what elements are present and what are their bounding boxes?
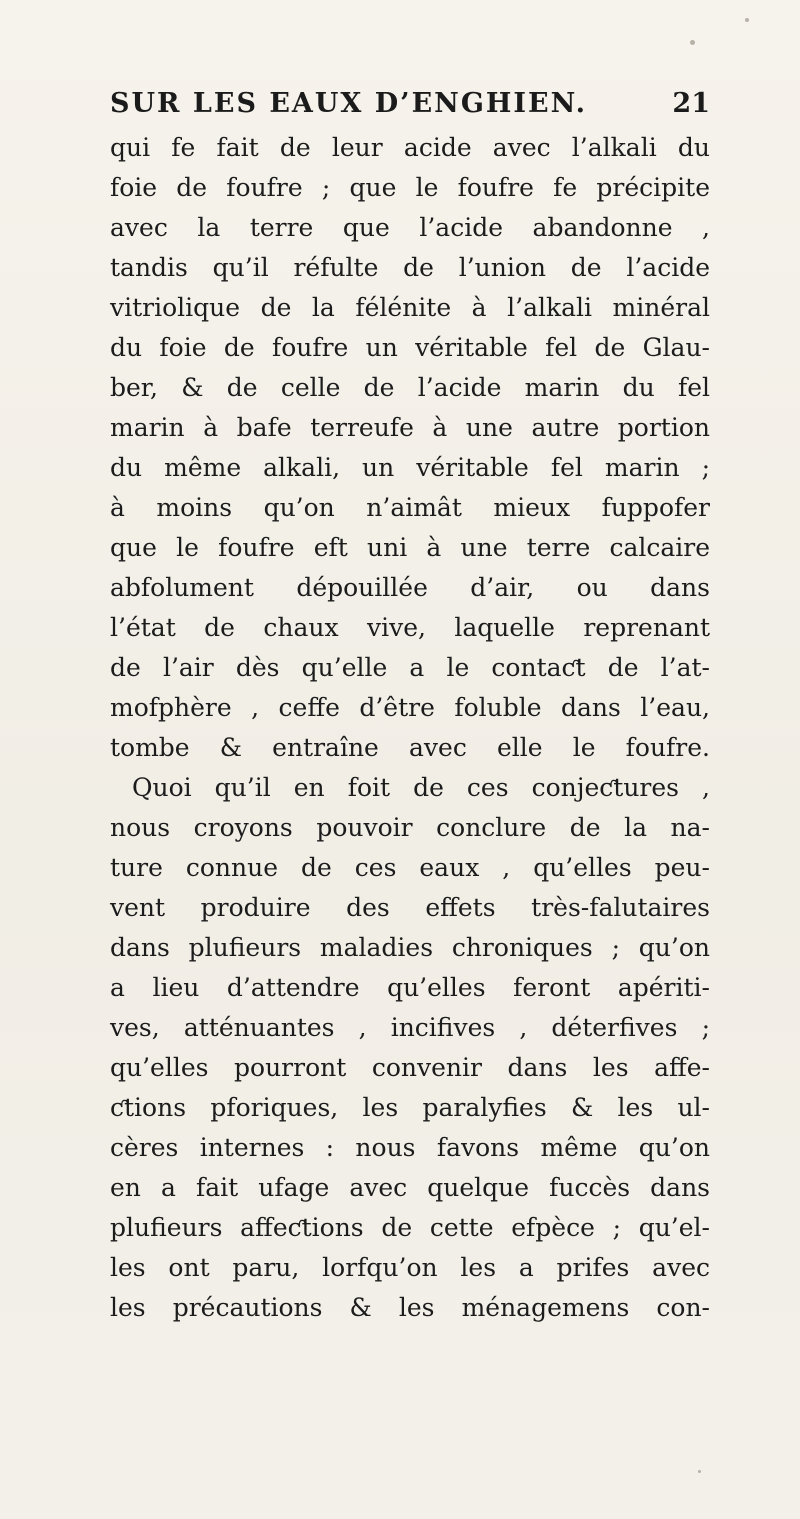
text-line: nous croyons pouvoir conclure de la na-	[110, 813, 710, 842]
text-line: ture connue de ces eaux , qu’elles peu-	[110, 853, 710, 882]
text-line: marin à bafe terreufe à une autre portion	[110, 413, 710, 442]
text-line: avec la terre que l’acide abandonne ,	[110, 213, 710, 242]
page-header	[110, 88, 710, 128]
text-line: mofphère , ceffe d’être foluble dans l’eau,	[110, 693, 710, 722]
text-line: de l’air dès qu’elle a le contaƈt de l’at-	[110, 653, 710, 682]
text-line: plufieurs affeƈtions de cette efpèce ; qu’el-	[110, 1213, 710, 1242]
text-line: ves, atténuantes , incifives , déterfives ;	[110, 1013, 710, 1042]
text-line: vent produire des effets très-falutaires	[110, 893, 710, 922]
text-line: ƈtions pforiques, les paralyfies & les ul-	[110, 1093, 710, 1122]
text-line: les précautions & les ménagemens con-	[110, 1293, 710, 1322]
text-line: l’état de chaux vive, laquelle reprenant	[110, 613, 710, 642]
running-head: SUR LES EAUX D’ENGHIEN.	[110, 88, 587, 119]
paper-speck	[745, 18, 749, 22]
text-line: Quoi qu’il en foit de ces conjeƈtures ,	[132, 773, 710, 802]
text-line: du foie de foufre un véritable fel de Glau-	[110, 333, 710, 362]
paper-speck	[690, 40, 695, 45]
text-line: vitriolique de la félénite à l’alkali minéral	[110, 293, 710, 322]
text-line: les ont paru, lorfqu’on les a prifes avec	[110, 1253, 710, 1282]
text-line: en a fait ufage avec quelque fuccès dans	[110, 1173, 710, 1202]
text-line: abfolument dépouillée d’air, ou dans	[110, 573, 710, 602]
paper-speck	[698, 1470, 701, 1473]
text-line: a lieu d’attendre qu’elles feront apériti-	[110, 973, 710, 1002]
page-number: 21	[672, 88, 710, 119]
text-line: cères internes : nous favons même qu’on	[110, 1133, 710, 1162]
text-line: tandis qu’il réfulte de l’union de l’acide	[110, 253, 710, 282]
text-line: foie de foufre ; que le foufre fe précipite	[110, 173, 710, 202]
body-text	[110, 128, 710, 1328]
text-line: que le foufre eft uni à une terre calcaire	[110, 533, 710, 562]
text-line: à moins qu’on n’aimât mieux fuppofer	[110, 493, 710, 522]
text-line: ber, & de celle de l’acide marin du fel	[110, 373, 710, 402]
text-line: qui fe fait de leur acide avec l’alkali du	[110, 133, 710, 162]
text-line: tombe & entraîne avec elle le foufre.	[110, 733, 710, 762]
text-line: dans plufieurs maladies chroniques ; qu’on	[110, 933, 710, 962]
text-line: qu’elles pourront convenir dans les affe-	[110, 1053, 710, 1082]
text-line: du même alkali, un véritable fel marin ;	[110, 453, 710, 482]
